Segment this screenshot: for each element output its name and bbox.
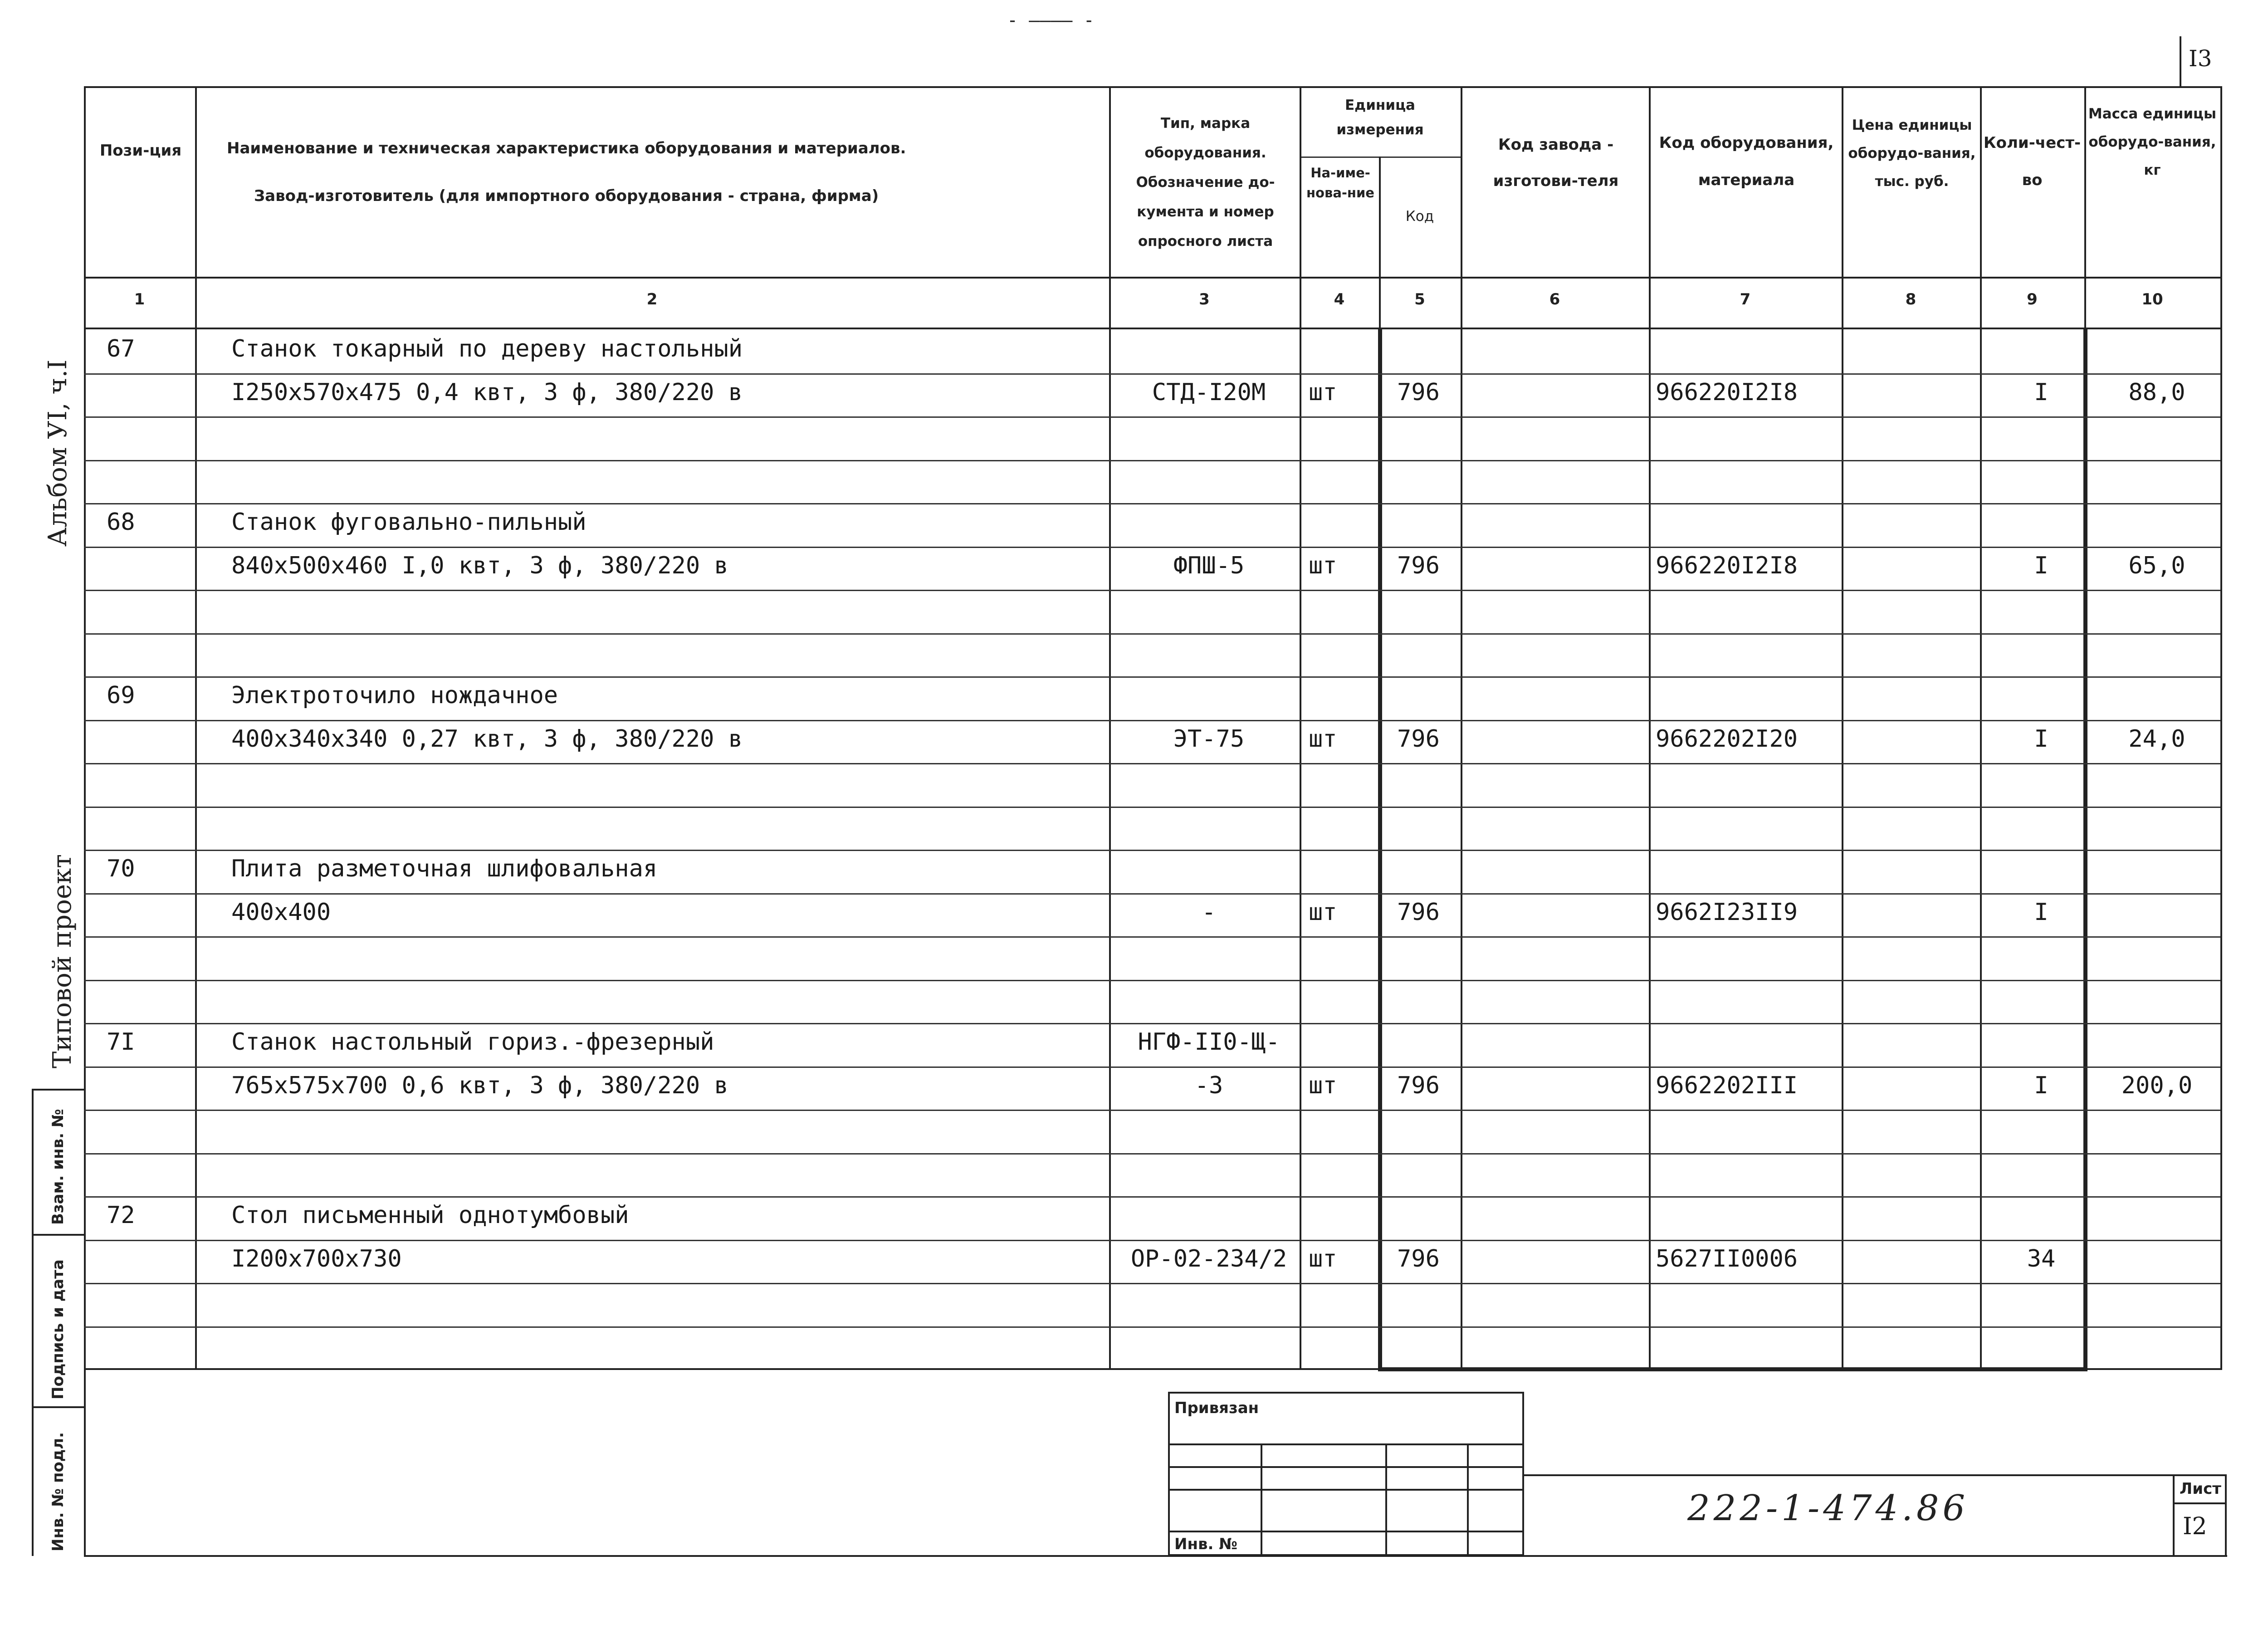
item-equipment-code: 966220I2I8 (1656, 379, 1798, 406)
col-line-8 (1980, 86, 1982, 1370)
item-unit: шт (1309, 899, 1337, 926)
sheet-number: I2 (2183, 1513, 2207, 1540)
colnum-4: 4 (1334, 290, 1345, 308)
item-position: 72 (107, 1202, 135, 1229)
colnum-7: 7 (1740, 290, 1751, 308)
data-frame-right (2083, 328, 2087, 1371)
item-quantity: I (2034, 899, 2048, 926)
item-spec: I200x700x730 (231, 1245, 402, 1272)
item-type: СТД-I20М (1152, 379, 1266, 406)
item-equipment-code: 966220I2I8 (1656, 552, 1798, 579)
stamp-inv-no: Инв. № (1174, 1535, 1238, 1553)
item-name: Плита разметочная шлифовальная (231, 855, 658, 882)
row-line (84, 807, 2220, 808)
row-line (84, 460, 2220, 461)
item-unit: шт (1309, 379, 1337, 406)
sheet-box-divider (2173, 1502, 2225, 1504)
row-line (84, 1283, 2220, 1284)
item-spec: I250x570x475 0,4 квт, 3 ф, 380/220 в (231, 379, 743, 406)
colnum-1: 1 (134, 290, 145, 308)
item-type: ЭТ-75 (1173, 725, 1245, 753)
document-number: 222-1-474.86 (1687, 1488, 1969, 1529)
row-line (84, 416, 2220, 418)
item-type: -3 (1194, 1072, 1223, 1099)
item-name: Станок фуговально-пильный (231, 509, 587, 536)
item-name: Стол письменный однотумбовый (231, 1202, 629, 1229)
header-unit-name: На-име-нова-ние (1306, 165, 1374, 201)
colnum-10: 10 (2141, 290, 2163, 308)
header-mass: Масса единицы оборудо-вания, кг (2088, 106, 2217, 178)
item-position: 69 (107, 682, 135, 709)
item-mass: 65,0 (2128, 552, 2185, 579)
item-name: Станок токарный по дереву настольный (231, 335, 743, 362)
item-spec: 400x340x340 0,27 квт, 3 ф, 380/220 в (231, 725, 743, 753)
item-type: ФПШ-5 (1173, 552, 1245, 579)
row-line (84, 590, 2220, 591)
item-equipment-code: 5627II0006 (1656, 1245, 1798, 1272)
stamp-vline-1 (1261, 1443, 1262, 1557)
stamp-vline-3 (1467, 1443, 1469, 1557)
stamp-hline-3 (1170, 1489, 1524, 1491)
item-unit: шт (1309, 1245, 1337, 1272)
item-unit: шт (1309, 1072, 1337, 1099)
row-line (84, 763, 2220, 764)
colnum-8: 8 (1905, 290, 1916, 308)
colnum-2: 2 (646, 290, 658, 308)
colnum-5: 5 (1414, 290, 1425, 308)
frame-top (84, 86, 2220, 88)
item-unit-code: 796 (1397, 899, 1440, 926)
row-line (84, 373, 2220, 375)
side-label-vzam-inv: Взам. инв. № (49, 1109, 67, 1225)
row-line (84, 850, 2220, 851)
item-unit-code: 796 (1397, 725, 1440, 753)
item-type: - (1202, 899, 1216, 926)
sheet-label: Лист (2180, 1480, 2221, 1498)
item-position: 68 (107, 509, 135, 536)
side-label-project-type: Типовой проект (48, 854, 77, 1068)
colnum-bottom-line (84, 328, 2220, 329)
frame-bottom (84, 1555, 2227, 1557)
item-quantity: 34 (2027, 1245, 2056, 1272)
sheet-box-right (2225, 1474, 2227, 1556)
header-name-line1: Наименование и техническая характеристика оборудования и материалов. (227, 139, 906, 157)
col-line-1 (195, 86, 197, 1370)
row-line (84, 676, 2220, 678)
header-type: Тип, марка оборудования. Обозначение до-кумента и номер опросного листа (1136, 115, 1275, 250)
item-equipment-code: 9662202III (1656, 1072, 1798, 1099)
header-pos: Пози-ция (99, 142, 182, 160)
header-bottom-line (84, 277, 2220, 279)
left-strip-divider-1 (32, 1234, 84, 1236)
header-dash: - ———— - (1007, 10, 1095, 31)
stamp-block (1168, 1392, 1524, 1556)
page-number-box-border (2180, 36, 2181, 86)
item-equipment-code: 9662202I20 (1656, 725, 1798, 753)
sheet-box-left (2173, 1474, 2175, 1556)
page-number-top: I3 (2189, 45, 2212, 72)
colnum-6: 6 (1549, 290, 1560, 308)
row-line (84, 1023, 2220, 1024)
item-unit-code: 796 (1397, 1245, 1440, 1272)
header-unit: Единица измерения (1336, 97, 1424, 138)
row-line (84, 1067, 2220, 1068)
row-line (84, 1326, 2220, 1328)
item-spec: 400x400 (231, 899, 331, 926)
col-line-2 (1109, 86, 1111, 1370)
item-position: 7I (107, 1028, 135, 1056)
item-quantity: I (2034, 552, 2048, 579)
row-line (84, 633, 2220, 635)
left-strip-top (32, 1089, 84, 1091)
header-qty: Коли-чест-во (1983, 134, 2081, 189)
left-strip-edge (32, 1089, 34, 1556)
left-strip-divider-2 (32, 1406, 84, 1408)
col-line-6 (1649, 86, 1651, 1370)
row-line (84, 936, 2220, 938)
item-quantity: I (2034, 725, 2048, 753)
item-spec: 840x500x460 I,0 квт, 3 ф, 380/220 в (231, 552, 728, 579)
colnum-9: 9 (2027, 290, 2038, 308)
header-price: Цена единицы оборудо-вания, тыс. руб. (1848, 117, 1976, 190)
item-name: Станок настольный гориз.-фрезерный (231, 1028, 714, 1056)
stamp-docnum-top-line (1523, 1474, 2226, 1476)
item-unit-code: 796 (1397, 552, 1440, 579)
side-label-podpis-data: Подпись и дата (49, 1259, 67, 1399)
item-spec: 765x575x700 0,6 квт, 3 ф, 380/220 в (231, 1072, 728, 1099)
row-line (84, 503, 2220, 504)
stamp-hline-4 (1170, 1531, 1524, 1532)
stamp-hline-2 (1170, 1466, 1524, 1468)
row-line (84, 893, 2220, 895)
header-name-line2: Завод-изготовитель (для импортного оборудования - страна, фирма) (254, 187, 879, 205)
header-factory-code: Код завода - изготови-теля (1493, 136, 1619, 190)
item-unit-code: 796 (1397, 379, 1440, 406)
item-unit-code: 796 (1397, 1072, 1440, 1099)
row-line (84, 1240, 2220, 1241)
item-quantity: I (2034, 1072, 2048, 1099)
item-unit: шт (1309, 552, 1337, 579)
item-type: ОР-02-234/2 (1130, 1245, 1287, 1272)
row-line (84, 1153, 2220, 1155)
frame-right (2220, 86, 2222, 1370)
item-mass: 24,0 (2128, 725, 2185, 753)
col-line-5 (1461, 86, 1462, 1370)
data-frame-left (1378, 328, 1382, 1371)
colnum-3: 3 (1199, 290, 1210, 308)
item-position: 70 (107, 855, 135, 882)
item-name: Электроточило нождачное (231, 682, 558, 709)
item-quantity: I (2034, 379, 2048, 406)
col-line-3 (1300, 86, 1301, 1370)
row-line (84, 1110, 2220, 1111)
row-line (84, 1196, 2220, 1198)
header-unit-code: Код (1405, 208, 1434, 225)
stamp-privyazan: Привязан (1174, 1399, 1259, 1417)
row-line (84, 547, 2220, 548)
table-bottom-line (84, 1368, 2220, 1370)
col-line-7 (1842, 86, 1843, 1370)
side-label-inv-podl: Инв. № подл. (49, 1432, 67, 1551)
item-mass: 88,0 (2128, 379, 2185, 406)
item-position: 67 (107, 335, 135, 362)
item-mass: 200,0 (2121, 1072, 2193, 1099)
stamp-vline-2 (1385, 1443, 1387, 1557)
row-line (84, 720, 2220, 721)
item-unit: шт (1309, 725, 1337, 753)
stamp-hline-1 (1170, 1443, 1524, 1445)
item-equipment-code: 9662I23II9 (1656, 899, 1798, 926)
side-label-album: Альбом УI, ч.I (43, 359, 73, 547)
header-equip-code: Код оборудования, материала (1659, 134, 1834, 189)
item-type-line1: НГФ-II0-Щ- (1138, 1028, 1280, 1056)
row-line (84, 980, 2220, 981)
